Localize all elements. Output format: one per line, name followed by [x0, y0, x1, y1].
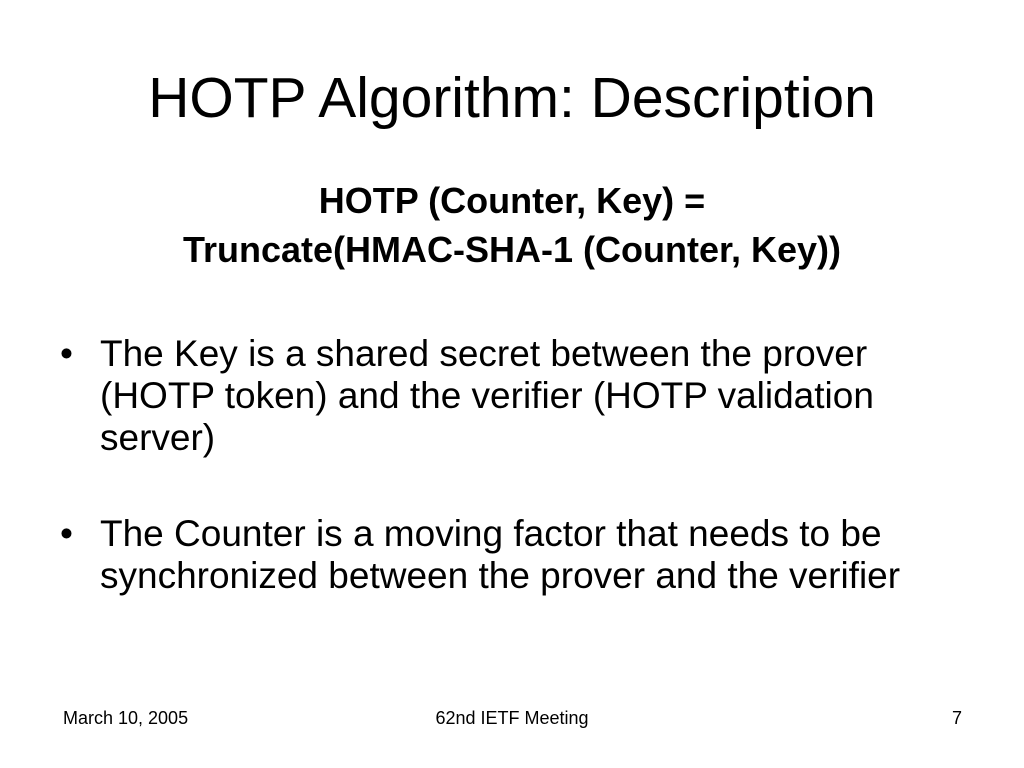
bullet-text-counter: The Counter is a moving factor that needs to be synchronized between the prover and the verifier: [100, 513, 901, 596]
slide-title: HOTP Algorithm: Description: [148, 66, 876, 130]
bullet-text-key: The Key is a shared secret between the prover (HOTP token) and the verifier (HOTP validation server): [100, 333, 874, 458]
bullet-icon: •: [60, 513, 73, 554]
footer-date: March 10, 2005: [63, 708, 189, 728]
bullet-list: [58, 333, 978, 651]
footer-page-number: 7: [951, 708, 962, 728]
bullet-icon: •: [60, 333, 73, 374]
formula-line-1: HOTP (Counter, Key) =: [318, 180, 706, 221]
bullet-item: [58, 333, 978, 459]
bullet-item: [58, 513, 978, 597]
footer-event: 62nd IETF Meeting: [435, 708, 589, 728]
hotp-formula: [0, 176, 1024, 274]
formula-line-2: Truncate(HMAC-SHA-1 (Counter, Key)): [182, 229, 842, 270]
